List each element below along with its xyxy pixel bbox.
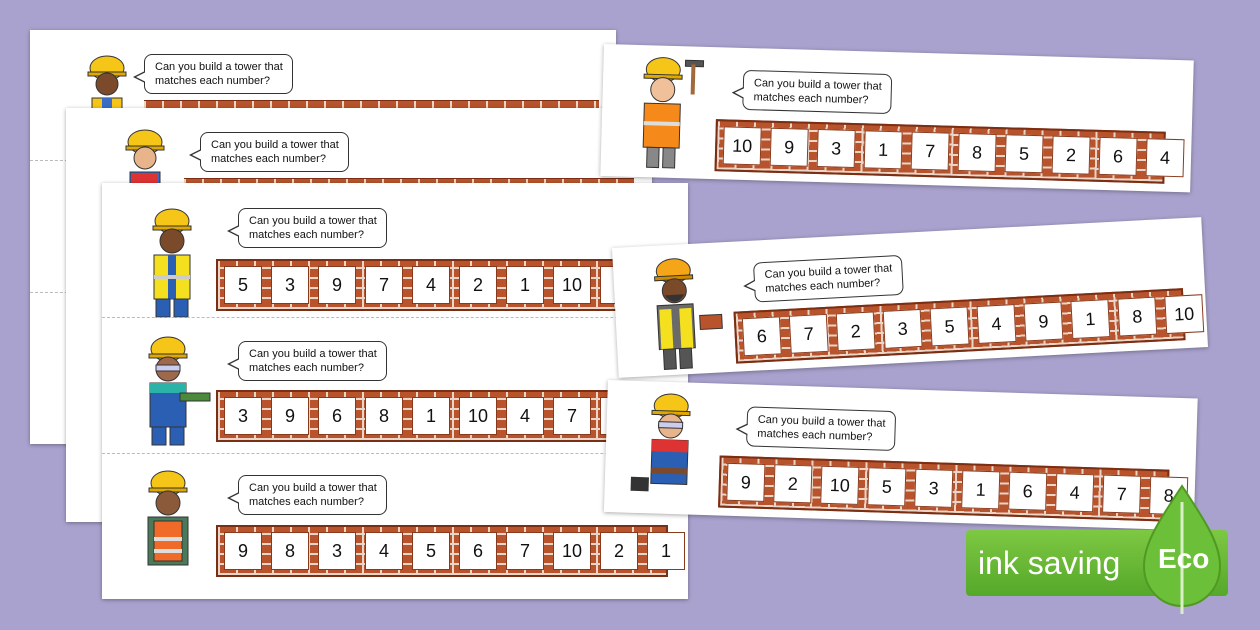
worksheet-front (102, 183, 688, 599)
prompt-bubble: Can you build a tower that matches each number? (746, 406, 896, 451)
number-box[interactable]: 5 (867, 467, 906, 506)
number-box[interactable]: 6 (742, 316, 782, 356)
number-box[interactable]: 1 (412, 397, 450, 435)
number-box[interactable]: 8 (271, 532, 309, 570)
number-box[interactable]: 4 (977, 304, 1017, 344)
number-box[interactable]: 2 (773, 464, 812, 503)
number-box[interactable]: 7 (553, 397, 591, 435)
number-box[interactable]: 1 (961, 470, 1000, 509)
number-box[interactable]: 9 (1023, 302, 1063, 342)
prompt-bubble: Can you build a tower that matches each number? (144, 54, 293, 94)
number-box[interactable]: 4 (506, 397, 544, 435)
number-box[interactable]: 6 (1008, 472, 1047, 511)
construction-worker-icon (136, 201, 208, 319)
ink-saving-text: ink saving (978, 544, 1121, 581)
number-box[interactable]: 2 (459, 266, 497, 304)
number-box[interactable]: 10 (820, 466, 859, 505)
number-box[interactable]: 4 (1055, 473, 1094, 512)
prompt-bubble: Can you build a tower that matches each number? (753, 255, 904, 303)
brick-wall (216, 525, 671, 577)
number-box[interactable]: 3 (224, 397, 262, 435)
number-box[interactable]: 10 (459, 397, 497, 435)
number-box[interactable]: 1 (1070, 299, 1110, 339)
brick-wall (714, 119, 1171, 184)
number-box[interactable]: 3 (318, 532, 356, 570)
number-box[interactable]: 1 (506, 266, 544, 304)
number-box[interactable]: 8 (1117, 297, 1157, 337)
number-box[interactable]: 2 (1052, 136, 1091, 175)
number-box[interactable]: 6 (1099, 137, 1138, 176)
number-box[interactable]: 7 (789, 314, 829, 354)
number-box[interactable]: 9 (726, 463, 765, 502)
number-box[interactable]: 4 (412, 266, 450, 304)
number-box[interactable]: 7 (506, 532, 544, 570)
number-box[interactable]: 9 (271, 397, 309, 435)
number-box[interactable]: 2 (600, 532, 638, 570)
brick-wall (718, 456, 1174, 522)
prompt-bubble: Can you build a tower that matches each number? (238, 475, 387, 515)
cut-line (102, 317, 688, 318)
prompt-bubble: Can you build a tower that matches each number? (238, 208, 387, 248)
construction-worker-icon (632, 250, 738, 373)
cut-line (102, 453, 688, 454)
number-box[interactable]: 7 (1102, 475, 1141, 514)
number-box[interactable]: 8 (365, 397, 403, 435)
number-box[interactable]: 1 (864, 130, 903, 169)
number-box[interactable]: 8 (1149, 476, 1188, 515)
eco-label: Eco (1158, 543, 1210, 574)
number-box[interactable]: 3 (883, 309, 923, 349)
number-box[interactable]: 6 (459, 532, 497, 570)
number-box[interactable]: 9 (770, 128, 809, 167)
number-box[interactable]: 5 (1005, 134, 1044, 173)
number-box[interactable]: 10 (723, 126, 762, 165)
number-box[interactable]: 9 (224, 532, 262, 570)
worksheet-strip-right-1 (600, 44, 1193, 192)
number-box[interactable]: 5 (224, 266, 262, 304)
number-box[interactable]: 10 (1164, 294, 1204, 334)
number-box[interactable]: 3 (817, 129, 856, 168)
number-box[interactable]: 3 (914, 469, 953, 508)
number-box[interactable]: 7 (911, 132, 950, 171)
number-box[interactable]: 4 (1146, 138, 1185, 177)
number-box[interactable]: 5 (930, 306, 970, 346)
number-box[interactable]: 6 (318, 397, 356, 435)
number-box[interactable]: 1 (647, 532, 685, 570)
number-box[interactable]: 2 (836, 311, 876, 351)
worksheet-strip-right-2 (612, 217, 1208, 378)
construction-worker-icon (132, 465, 206, 581)
construction-worker-icon (132, 331, 214, 447)
prompt-bubble: Can you build a tower that matches each number? (238, 341, 387, 381)
number-box[interactable]: 5 (412, 532, 450, 570)
number-box[interactable]: 3 (271, 266, 309, 304)
number-box[interactable]: 9 (318, 266, 356, 304)
worksheet-strip-right-3 (604, 380, 1198, 530)
prompt-bubble: Can you build a tower that matches each number? (200, 132, 349, 172)
number-box[interactable]: 10 (553, 266, 591, 304)
number-box[interactable]: 7 (365, 266, 403, 304)
number-box[interactable]: 4 (365, 532, 403, 570)
prompt-bubble: Can you build a tower that matches each number? (742, 70, 892, 114)
construction-worker-icon (621, 51, 714, 171)
number-box[interactable]: 10 (553, 532, 591, 570)
construction-worker-icon (622, 387, 722, 508)
number-box[interactable]: 8 (958, 133, 997, 172)
